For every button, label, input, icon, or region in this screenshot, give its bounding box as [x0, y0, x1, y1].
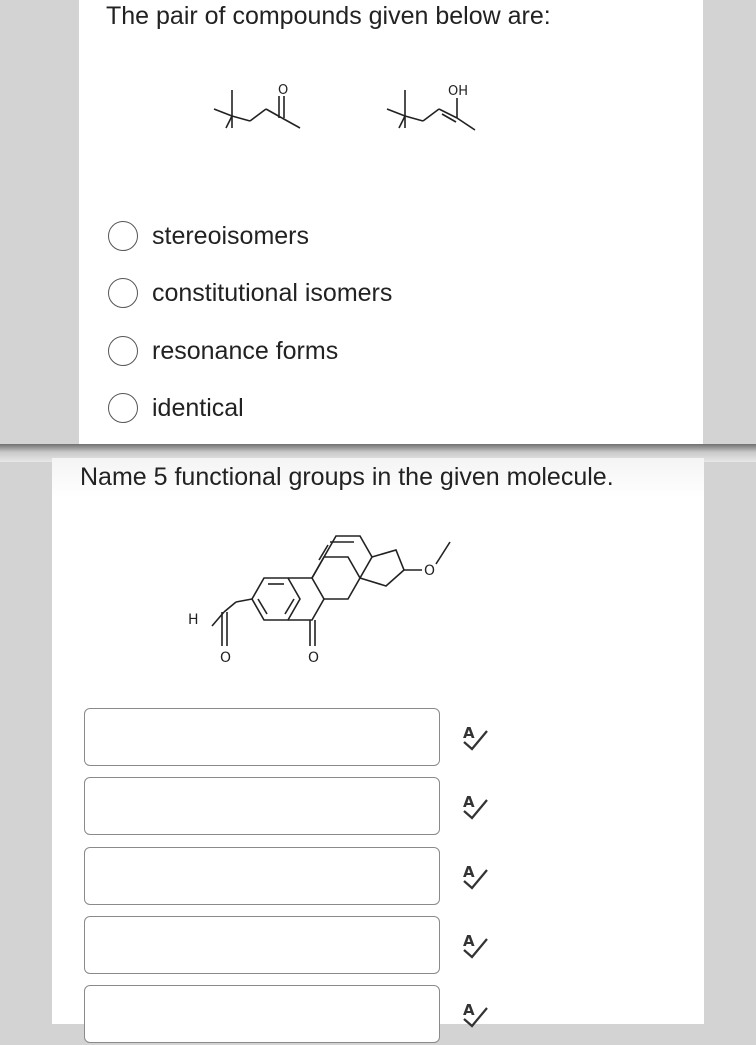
option-label: stereoisomers — [152, 221, 309, 250]
steroid-molecule-image — [180, 528, 480, 678]
svg-text:A: A — [463, 793, 475, 811]
option-label: constitutional isomers — [152, 278, 393, 307]
answer-input-5[interactable] — [84, 985, 440, 1043]
compound-pair-image — [200, 76, 500, 146]
ether-oxygen-label: O — [424, 563, 436, 579]
answer-input-2[interactable] — [84, 777, 440, 835]
aldehyde-hydrogen-label: H — [188, 612, 199, 628]
answer-input-1[interactable] — [84, 708, 440, 766]
answer-input-3[interactable] — [84, 847, 440, 905]
spellcheck-icon[interactable] — [460, 930, 490, 960]
option-resonance-forms[interactable] — [108, 334, 338, 368]
option-constitutional-isomers[interactable] — [108, 276, 392, 310]
answer-row-5 — [84, 985, 504, 1045]
radio-constitutional-isomers[interactable] — [108, 278, 138, 308]
ketone-oxygen-label: O — [278, 83, 289, 98]
radio-stereoisomers[interactable] — [108, 221, 138, 251]
svg-text:A: A — [463, 863, 475, 881]
answer-row-2 — [84, 777, 504, 837]
spellcheck-icon[interactable] — [460, 722, 490, 752]
question-2-title: Name 5 functional groups in the given molecule. — [80, 463, 614, 491]
radio-resonance-forms[interactable] — [108, 336, 138, 366]
spellcheck-icon[interactable] — [460, 999, 490, 1029]
spellcheck-icon[interactable] — [460, 791, 490, 821]
option-identical[interactable] — [108, 391, 244, 425]
option-label: identical — [152, 393, 244, 422]
svg-text:A: A — [463, 724, 475, 742]
aldehyde-oxygen-label: O — [220, 650, 232, 666]
answer-row-3 — [84, 847, 504, 907]
ketone-oxygen-label: O — [308, 650, 320, 666]
answer-row-4 — [84, 916, 504, 976]
option-stereoisomers[interactable] — [108, 219, 309, 253]
answer-row-1 — [84, 708, 504, 768]
enol-hydroxyl-label: OH — [448, 84, 469, 99]
svg-text:A: A — [463, 1001, 475, 1019]
radio-identical[interactable] — [108, 393, 138, 423]
molecule-bonds — [212, 536, 450, 646]
option-label: resonance forms — [152, 336, 339, 365]
spellcheck-icon[interactable] — [460, 861, 490, 891]
answer-input-4[interactable] — [84, 916, 440, 974]
question-1-title: The pair of compounds given below are: — [106, 2, 551, 30]
svg-text:A: A — [463, 932, 475, 950]
